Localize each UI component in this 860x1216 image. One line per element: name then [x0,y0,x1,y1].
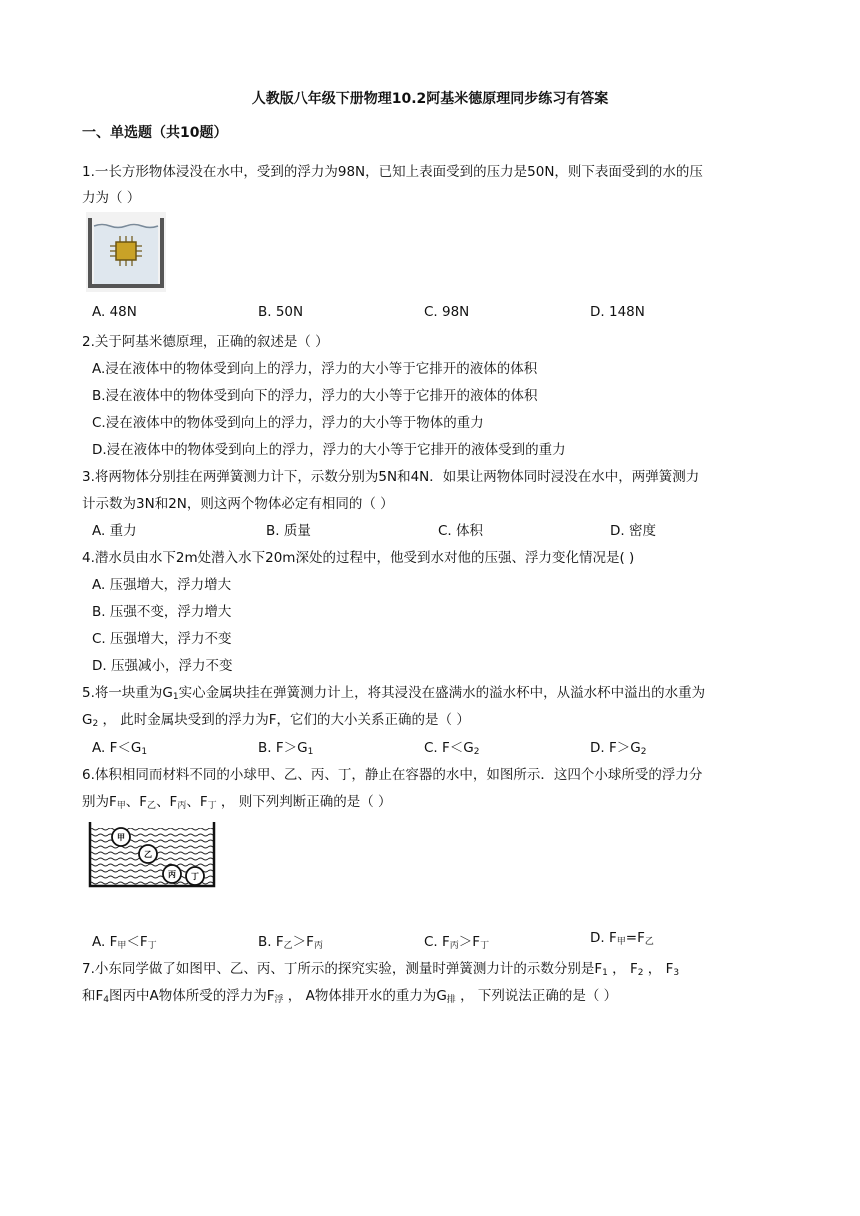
question-1-line-1: 1.一长方形物体浸没在水中，受到的浮力为98N，已知上表面受到的压力是50N，则下表面受到的水的压 [82,164,703,180]
question-6-figure [88,820,216,888]
question-6-option-d[interactable]: D. $F_甲=F_乙$ [590,930,654,947]
question-5-line-2: $G_2$ ， 此时金属块受到的浮力为F，它们的大小关系正确的是（ ） [82,712,470,729]
question-2-option-a[interactable]: A.浸在液体中的物体受到向上的浮力，浮力的大小等于它排开的液体的体积 [92,361,538,377]
question-1-option-c[interactable]: C. 98N [424,304,470,320]
question-1-option-a[interactable]: A. 48N [92,304,137,320]
document-title: 人教版八年级下册物理10.2阿基米德原理同步练习有答案 [251,91,609,107]
question-2-stem: 2.关于阿基米德原理，正确的叙述是（ ） [82,334,329,350]
question-5-option-d[interactable]: D. $F>G_2$ [590,740,647,757]
question-3-line-1: 3.将两物体分别挂在两弹簧测力计下，示数分别为5N和4N．如果让两物体同时浸没在水中，两弹簧测力 [82,469,700,485]
question-1-figure [86,212,166,292]
question-6-option-a[interactable]: A. $F_甲<F_丁$ [92,934,157,951]
question-3-option-d[interactable]: D. 密度 [610,523,656,539]
ball-jia-label: 甲 [117,833,125,842]
ball-yi-label: 乙 [144,850,152,859]
question-6-line-2: 别为$F_甲$、$F_乙$、$F_丙$、$F_丁$ ， 则下列判断正确的是（ ） [82,794,392,811]
question-5-option-c[interactable]: C. $F<G_2$ [424,740,480,757]
question-4-option-c[interactable]: C. 压强增大，浮力不变 [92,631,232,647]
question-5-option-b[interactable]: B. $F>G_1$ [258,740,314,757]
question-6-option-b[interactable]: B. $F_乙>F_丙$ [258,934,323,951]
question-2-option-c[interactable]: C.浸在液体中的物体受到向上的浮力，浮力的大小等于物体的重力 [92,415,484,431]
question-5-line-1: 5.将一块重为$G_1$实心金属块挂在弹簧测力计上，将其浸没在盛满水的溢水杯中，从溢水杯中溢出的水重为 [82,685,706,702]
section-heading: 一、单选题（共10题） [82,125,228,141]
question-7-line-1: 7.小东同学做了如图甲、乙、丙、丁所示的探究实验，测量时弹簧测力计的示数分别是$F_1$ ， $F_2$ ， $F_3$ [82,961,680,978]
question-2-option-d[interactable]: D.浸在液体中的物体受到向上的浮力，浮力的大小等于它排开的液体受到的重力 [92,442,566,458]
question-6-line-1: 6.体积相同而材料不同的小球甲、乙、丙、丁，静止在容器的水中，如图所示．这四个小球所受的浮力分 [82,767,703,783]
question-1-line-2: 力为（ ） [82,190,141,206]
ball-bing-label: 丙 [168,870,176,879]
question-4-option-d[interactable]: D. 压强减小，浮力不变 [92,658,233,674]
question-7-line-2: 和$F_4$图丙中A物体所受的浮力为$F_浮$ ， A物体排开水的重力为$G_排$ ， 下列说法正确的是（ ） [82,988,618,1005]
question-4-option-a[interactable]: A. 压强增大，浮力增大 [92,577,232,593]
ball-ding-label: 丁 [191,872,199,881]
question-4-stem: 4.潜水员由水下2m处潜入水下20m深处的过程中，他受到水对他的压强、浮力变化情况是( ) [82,550,635,566]
question-3-option-a[interactable]: A. 重力 [92,523,137,539]
question-1-option-d[interactable]: D. 148N [590,304,645,320]
question-1-option-b[interactable]: B. 50N [258,304,304,320]
question-4-option-b[interactable]: B. 压强不变，浮力增大 [92,604,232,620]
question-5-option-a[interactable]: A. $F<G_1$ [92,740,148,757]
question-3-option-b[interactable]: B. 质量 [266,523,311,539]
question-2-option-b[interactable]: B.浸在液体中的物体受到向下的浮力，浮力的大小等于它排开的液体的体积 [92,388,538,404]
question-6-option-c[interactable]: C. $F_丙>F_丁$ [424,934,490,951]
question-3-line-2: 计示数为3N和2N，则这两个物体必定有相同的（ ） [82,496,394,512]
question-3-option-c[interactable]: C. 体积 [438,523,484,539]
